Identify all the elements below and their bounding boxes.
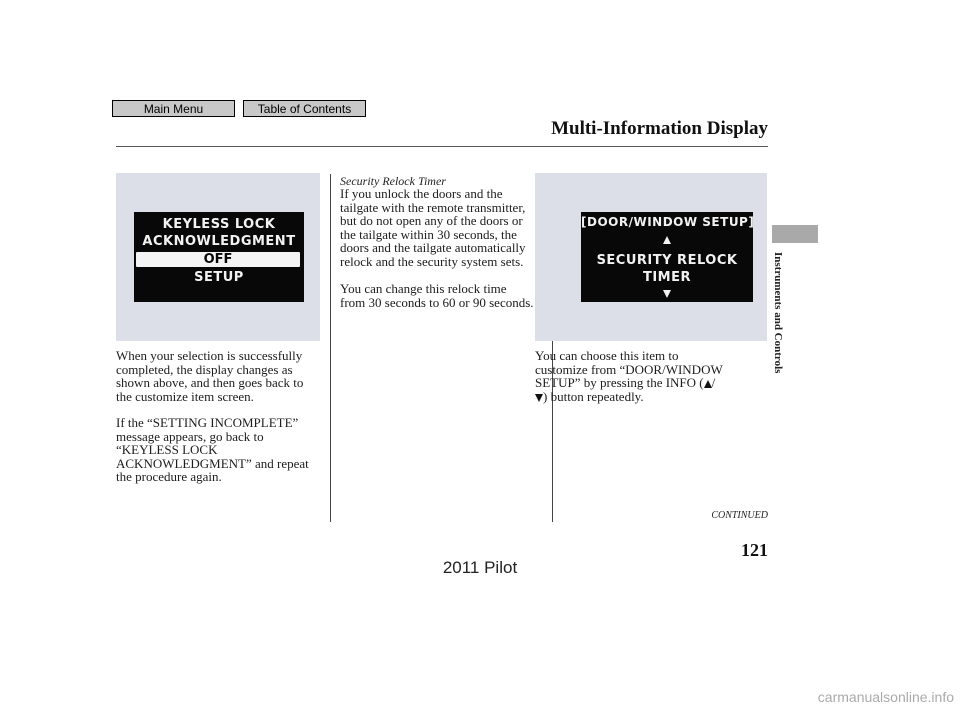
text-line: “KEYLESS LOCK	[116, 442, 218, 458]
text-line: You can choose this item to	[535, 348, 679, 363]
watermark: carmanualsonline.info	[817, 689, 954, 705]
triangle-up-icon	[704, 380, 712, 388]
text-line: message appears, go back to	[116, 428, 264, 444]
display-illustration-relock	[535, 173, 767, 341]
lcd-line: TIMER	[642, 270, 692, 285]
text-line: relock and the security system sets.	[340, 253, 524, 269]
triangle-up-icon	[663, 236, 671, 244]
text-line	[535, 390, 723, 404]
lcd-line: KEYLESS LOCK	[162, 217, 276, 232]
lcd-line: SETUP	[194, 270, 244, 285]
paragraph-relock-description	[340, 187, 526, 269]
continued-label: CONTINUED	[711, 510, 768, 521]
triangle-down-icon	[535, 394, 543, 402]
text-line: When your selection is successfully	[116, 348, 303, 363]
text-fragment: ) button repeatedly.	[543, 388, 644, 404]
footer-model-label: 2011 Pilot	[442, 558, 518, 577]
text-line	[535, 376, 723, 390]
text-line: shown above, and then goes back to	[116, 375, 304, 391]
lcd-line: ACKNOWLEDGMENT	[142, 234, 296, 249]
text-line: the procedure again.	[116, 469, 222, 485]
main-menu-button[interactable]: Main Menu	[112, 100, 235, 117]
section-tab-label: Instruments and Controls	[772, 252, 784, 374]
text-line: If you unlock the doors and the	[340, 186, 503, 201]
section-subheading: Security Relock Timer	[340, 174, 446, 188]
text-line: the tailgate within 30 seconds, the	[340, 226, 517, 242]
text-fragment: /	[711, 375, 716, 391]
display-illustration-keyless	[116, 173, 320, 341]
lcd-screen-keyless	[134, 212, 304, 302]
text-line: the customize item screen.	[116, 388, 254, 404]
paragraph-selection-complete	[116, 349, 303, 403]
text-line: ACKNOWLEDGMENT” and repeat	[116, 455, 309, 471]
paragraph-relock-change	[340, 282, 534, 309]
lcd-screen-relock	[581, 212, 753, 302]
page-title: Multi-Information Display	[551, 118, 768, 139]
paragraph-setting-incomplete	[116, 416, 309, 484]
lcd-line: SECURITY RELOCK	[596, 253, 738, 268]
lcd-selected-option: OFF	[136, 252, 300, 267]
text-line: doors and the tailgate automatically	[340, 240, 526, 256]
paragraph-choose-item	[535, 349, 723, 403]
text-line: tailgate with the remote transmitter,	[340, 199, 526, 215]
section-tab-marker	[772, 225, 818, 243]
header-divider	[116, 146, 768, 147]
page-number: 121	[741, 540, 768, 560]
text-line: from 30 seconds to 60 or 90 seconds.	[340, 294, 534, 310]
text-line: customize from “DOOR/WINDOW	[535, 361, 723, 377]
text-line: but do not open any of the doors or	[340, 213, 523, 229]
table-of-contents-button[interactable]: Table of Contents	[243, 100, 366, 117]
text-line: You can change this relock time	[340, 281, 507, 296]
lcd-line: [DOOR/WINDOW SETUP]	[581, 215, 755, 229]
triangle-down-icon	[663, 290, 671, 298]
column-divider-left	[330, 174, 331, 522]
text-fragment: SETUP” by pressing the INFO (	[535, 375, 704, 391]
text-line: completed, the display changes as	[116, 361, 293, 377]
text-line: If the “SETTING INCOMPLETE”	[116, 415, 299, 430]
